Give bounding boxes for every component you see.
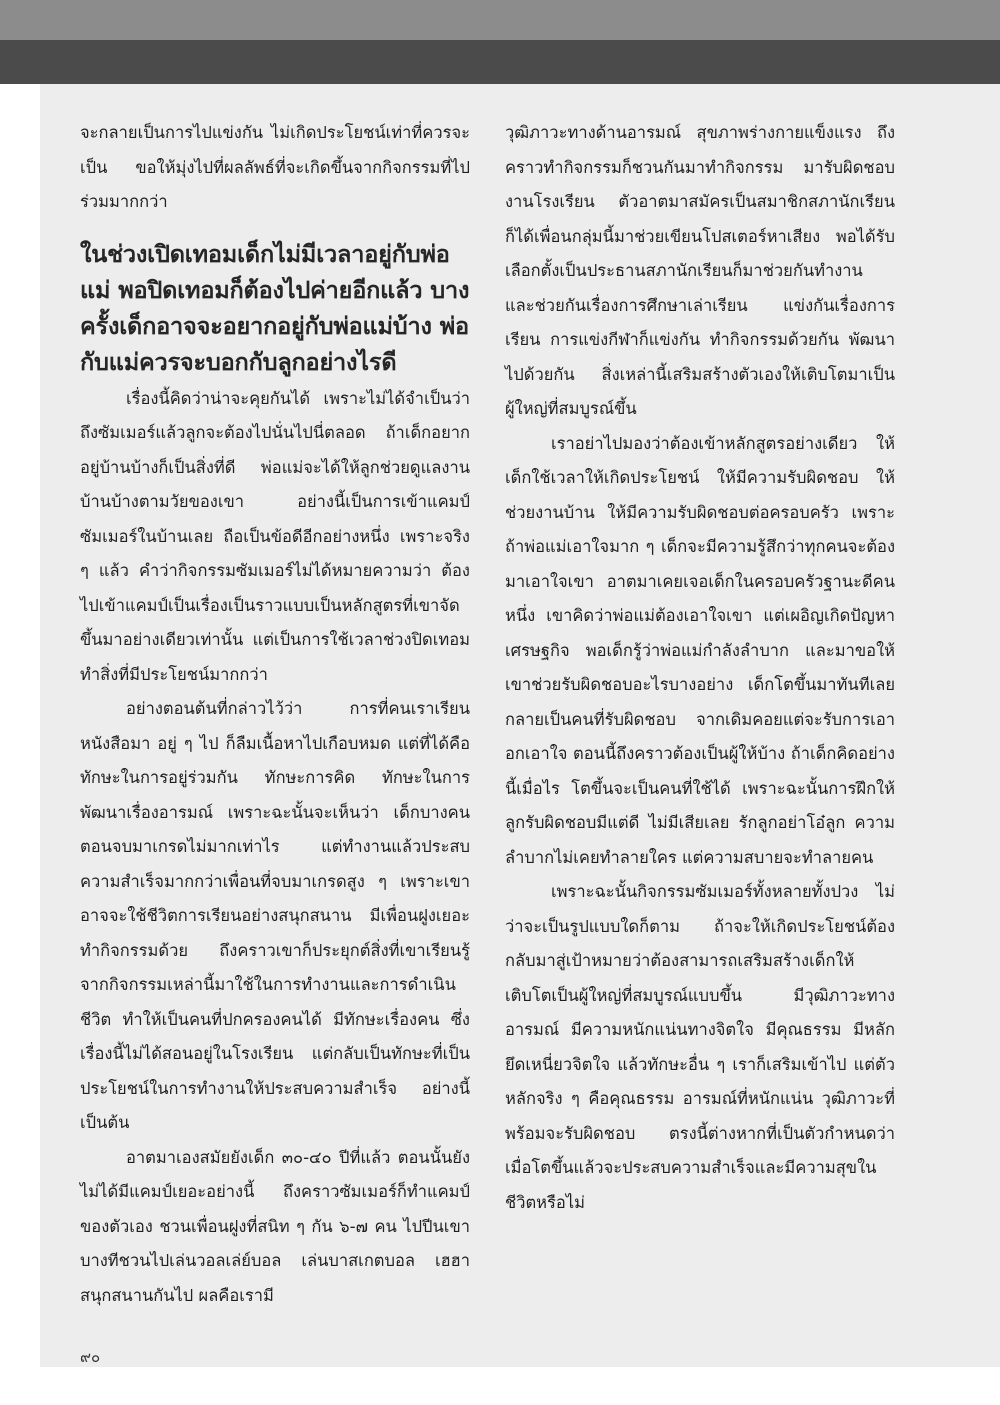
left-column <box>80 116 470 1313</box>
left-paragraph-4: อาตมาเองสมัยยังเด็ก ๓๐-๔๐ ปีที่แล้ว ตอนนั้นยังไม่ได้มีแคมป์เยอะอย่างนี้ ถึงคราวซัมเมอร์ก็ทำแคมป์ของตัวเอง ชวนเพื่อนฝูงที่สนิท ๆ กัน ๖-๗ คน ไปปีนเขา บางทีชวนไปเล่นวอลเล่ย์บอล เล่นบาสเกตบอล เฮฮาสนุกสนานกันไป ผลคือเรามี <box>80 1147 470 1305</box>
right-paragraph-1: วุฒิภาวะทางด้านอารมณ์ สุขภาพร่างกายแข็งแรง ถึงคราวทำกิจกรรมก็ชวนกันมาทำกิจกรรม มารับผิดชอบงานโรงเรียน ตัวอาตมาสมัครเป็นสมาชิกสภานักเรียน ก็ได้เพื่อนกลุ่มนี้มาช่วยเขียนโปสเตอร์หาเสียง พอได้รับเลือกตั้งเป็นประธานสภานักเรียนก็มาช่วยกันทำงาน และช่วยกันเรื่องการศึกษาเล่าเรียน แข่งกันเรื่องการเรียน การแข่งกีฬาก็แข่งกัน ทำกิจกรรมด้วยกัน พัฒนาไปด้วยกัน สิ่งเหล่านี้เสริมสร้างตัวเองให้เติบโตมาเป็นผู้ใหญ่ที่สมบูรณ์ขึ้น <box>505 123 895 418</box>
left-paragraph-2: เรื่องนี้คิดว่าน่าจะคุยกันได้ เพราะไม่ได้จำเป็นว่าถึงซัมเมอร์แล้วลูกจะต้องไปนั่นไปนี่ตลอด ถ้าเด็กอยากอยู่บ้านบ้างก็เป็นสิ่งที่ดี พ่อแม่จะได้ให้ลูกช่วยดูแลงานบ้านบ้างตามวัยของเขา อย่างนี้เป็นการเข้าแคมป์ซัมเมอร์ในบ้านเลย ถือเป็นข้อดีอีกอย่างหนึ่ง เพราะจริง ๆ แล้ว คำว่ากิจกรรมซัมเมอร์ไม่ได้หมายความว่า ต้องไปเข้าแคมป์เป็นเรื่องเป็นราวแบบเป็นหลักสูตรที่เขาจัดขึ้นมาอย่างเดียวเท่านั้น แต่เป็นการใช้เวลาช่วงปิดเทอมทำสิ่งที่มีประโยชน์มากกว่า <box>80 388 470 684</box>
section-question-heading: ในช่วงเปิดเทอมเด็กไม่มีเวลาอยู่กับพ่อแม่ พอปิดเทอมก็ต้องไปค่ายอีกแล้ว บางครั้งเด็กอาจจะอยากอยู่กับพ่อแม่บ้าง พ่อกับแม่ควรจะบอกกับลูกอย่างไรดี <box>80 239 470 376</box>
right-column <box>505 116 895 1220</box>
left-paragraph-3: อย่างตอนต้นที่กล่าวไว้ว่า การที่คนเราเรียนหนังสือมา อยู่ ๆ ไป ก็ลืมเนื้อหาไปเกือบหมด แต่ที่ได้คือทักษะในการอยู่ร่วมกัน ทักษะการคิด ทักษะในการพัฒนาเรื่องอารมณ์ เพราะฉะนั้นจะเห็นว่า เด็กบางคนตอนจบมาเกรดไม่มากเท่าไร แต่ทำงานแล้วประสบความสำเร็จมากกว่าเพื่อนที่จบมาเกรดสูง ๆ เพราะเขาอาจจะใช้ชีวิตการเรียนอย่างสนุกสนาน มีเพื่อนฝูงเยอะ ทำกิจกรรมด้วย ถึงคราวเขาก็ประยุกต์สิ่งที่เขาเรียนรู้จากกิจกรรมเหล่านี้มาใช้ในการทำงานและการดำเนินชีวิต ทำให้เป็นคนที่ปกครองคนได้ มีทักษะเรื่องคน ซึ่งเรื่องนี้ไม่ได้สอนอยู่ในโรงเรียน แต่กลับเป็นทักษะที่เป็นประโยชน์ในการทำงานให้ประสบความสำเร็จ อย่างนี้เป็นต้น <box>80 699 470 1132</box>
page-number: ๙๐ <box>80 1348 101 1366</box>
header-band-light <box>0 0 1000 40</box>
right-paragraph-3: เพราะฉะนั้นกิจกรรมซัมเมอร์ทั้งหลายทั้งปวง ไม่ว่าจะเป็นรูปแบบใดก็ตาม ถ้าจะให้เกิดประโยชน์ต้องกลับมาสู่เป้าหมายว่าต้องสามารถเสริมสร้างเด็กให้เติบโตเป็นผู้ใหญ่ที่สมบูรณ์แบบขึ้น มีวุฒิภาวะทางอารมณ์ มีความหนักแน่นทางจิตใจ มีคุณธรรม มีหลักยึดเหนี่ยวจิตใจ แล้วทักษะอื่น ๆ เราก็เสริมเข้าไป แต่ตัวหลักจริง ๆ คือคุณธรรม อารมณ์ที่หนักแน่น วุฒิภาวะที่พร้อมจะรับผิดชอบ ตรงนี้ต่างหากที่เป็นตัวกำหนดว่า เมื่อโตขึ้นแล้วจะประสบความสำเร็จและมีความสุขในชีวิตหรือไม่ <box>505 882 895 1212</box>
left-paragraph-1: จะกลายเป็นการไปแข่งกัน ไม่เกิดประโยชน์เท่าที่ควรจะเป็น ขอให้มุ่งไปที่ผลลัพธ์ที่จะเกิดขึ้นจากกิจกรรมที่ไปร่วมมากกว่า <box>80 123 470 211</box>
header-band-dark <box>0 40 1000 84</box>
right-paragraph-2: เราอย่าไปมองว่าต้องเข้าหลักสูตรอย่างเดียว ให้เด็กใช้เวลาให้เกิดประโยชน์ ให้มีความรับผิดชอบ ให้ช่วยงานบ้าน ให้มีความรับผิดชอบต่อครอบครัว เพราะถ้าพ่อแม่เอาใจมาก ๆ เด็กจะมีความรู้สึกว่าทุกคนจะต้องมาเอาใจเขา อาตมาเคยเจอเด็กในครอบครัวฐานะดีคนหนึ่ง เขาคิดว่าพ่อแม่ต้องเอาใจเขา แต่เผอิญเกิดปัญหาเศรษฐกิจ พอเด็กรู้ว่าพ่อแม่กำลังลำบาก และมาขอให้เขาช่วยรับผิดชอบอะไรบางอย่าง เด็กโตขึ้นมาทันทีเลย กลายเป็นคนที่รับผิดชอบ จากเดิมคอยแต่จะรับการเอาอกเอาใจ ตอนนี้ถึงคราวต้องเป็นผู้ให้บ้าง ถ้าเด็กคิดอย่างนี้เมื่อไร โตขึ้นจะเป็นคนที่ใช้ได้ เพราะฉะนั้นการฝึกให้ลูกรับผิดชอบมีแต่ดี ไม่มีเสียเลย รักลูกอย่าโอ๋ลูก ความลำบากไม่เคยทำลายใคร แต่ความสบายจะทำลายคน <box>505 433 895 867</box>
